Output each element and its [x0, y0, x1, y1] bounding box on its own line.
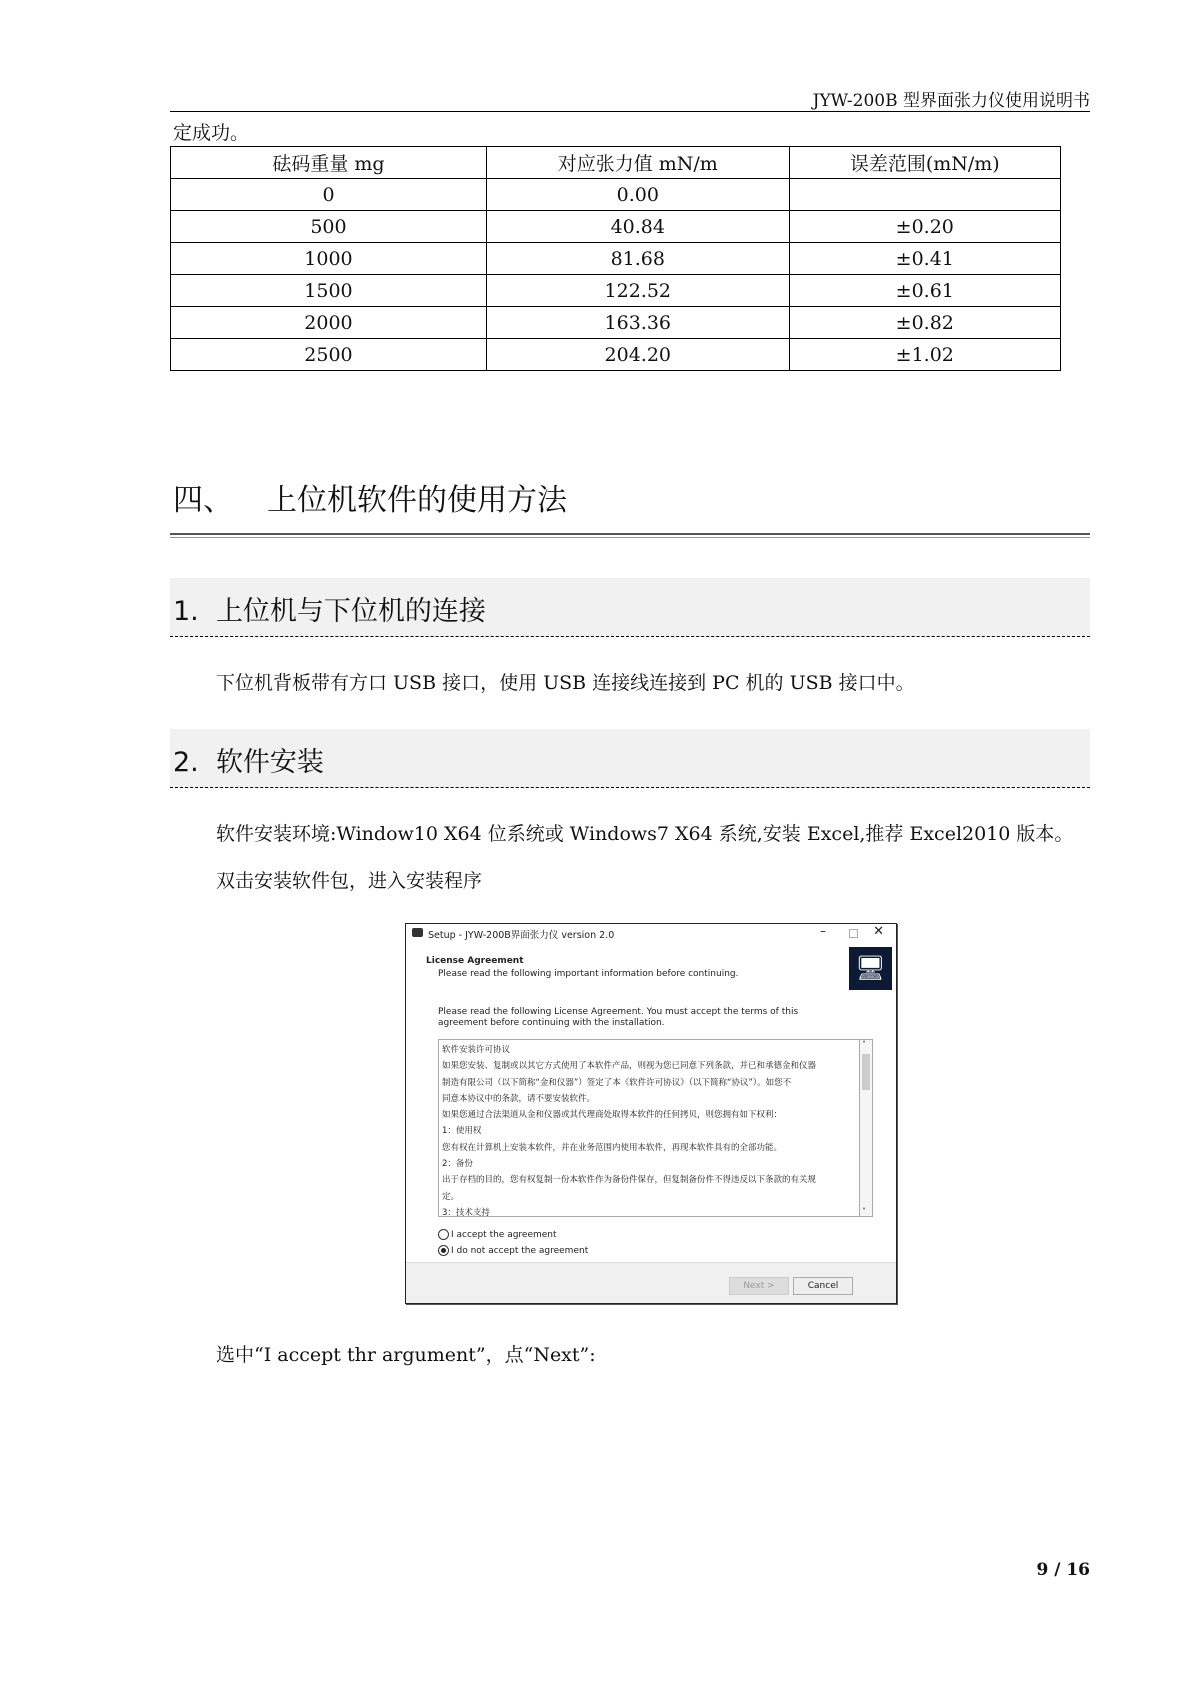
- setup-dialog-screenshot: [405, 923, 897, 1304]
- license-line: 制造有限公司（以下简称“金和仪器”）签定了本《软件许可协议》（以下简称“协议”）。如您不: [442, 1077, 792, 1088]
- section-title-text: 上位机软件的使用方法: [267, 483, 567, 518]
- license-line: 1：使用权: [442, 1126, 482, 1137]
- table-row: [171, 211, 1061, 243]
- page-number: 9 / 16: [1036, 1560, 1090, 1580]
- heading-text: 上位机与下位机的连接: [215, 596, 486, 627]
- table-cell: ±0.20: [789, 211, 1060, 243]
- table-cell: 0.00: [486, 179, 789, 211]
- accept-label: I accept the agreement: [451, 1230, 557, 1240]
- section-number: 四、: [173, 483, 233, 518]
- paragraph: 软件安装环境:Window10 X64 位系统或 Windows7 X64 系统,安装 Excel,推荐 Excel2010 版本。: [216, 823, 1074, 845]
- table-cell: 204.20: [486, 339, 789, 371]
- close-icon[interactable]: ✕: [873, 924, 884, 939]
- license-line: 2：备份: [442, 1159, 473, 1170]
- decline-label: I do not accept the agreement: [451, 1246, 589, 1256]
- license-line: 您有权在计算机上安装本软件，并在业务范围内使用本软件，再现本软件具有的全部功能。: [442, 1142, 783, 1153]
- minimize-icon[interactable]: –: [820, 924, 826, 938]
- table-cell: 500: [171, 211, 487, 243]
- table-cell: 1500: [171, 275, 487, 307]
- computer-install-icon: 🖥: [849, 947, 892, 990]
- table-row: [171, 179, 1061, 211]
- table-cell: [789, 179, 1060, 211]
- dialog-intro: Please read the following License Agreement. You must accept the terms of this agreement before continuing with the installation.: [438, 1007, 799, 1028]
- table-cell: ±1.02: [789, 339, 1060, 371]
- table-row: [171, 307, 1061, 339]
- table-row: [171, 243, 1061, 275]
- next-button[interactable]: Next >: [729, 1277, 789, 1295]
- heading-1: [170, 578, 1090, 637]
- table-cell: ±0.82: [789, 307, 1060, 339]
- table-cell: ±0.41: [789, 243, 1060, 275]
- cancel-button[interactable]: Cancel: [793, 1277, 853, 1295]
- col-header: 对应张力值 mN/m: [486, 147, 789, 179]
- setup-app-icon: [412, 928, 423, 937]
- continuation-text: 定成功。: [173, 122, 250, 144]
- running-header: JYW-200B 型界面张力仪使用说明书: [812, 91, 1090, 111]
- table-row: [171, 339, 1061, 371]
- section-title: [173, 475, 567, 519]
- table-cell: 163.36: [486, 307, 789, 339]
- dialog-title: Setup - JYW-200B界面张力仪 version 2.0: [428, 930, 615, 941]
- heading-text: 软件安装: [215, 747, 324, 778]
- paragraph: 下位机背板带有方口 USB 接口，使用 USB 连接线连接到 PC 机的 USB 接口中。: [216, 672, 915, 694]
- calibration-table: [170, 146, 1061, 371]
- dialog-heading: License Agreement: [426, 956, 524, 966]
- col-header: 砝码重量 mg: [171, 147, 487, 179]
- decline-radio[interactable]: [438, 1245, 588, 1256]
- table-cell: 1000: [171, 243, 487, 275]
- license-line: 出于存档的目的，您有权复制一份本软件作为备份件保存，但复制备份件不得违反以下条款的有关规: [442, 1175, 817, 1186]
- heading-number: 1.: [173, 596, 199, 627]
- radio-selected-icon[interactable]: [438, 1245, 449, 1256]
- license-line: 定。: [442, 1191, 460, 1202]
- table-cell: 0: [171, 179, 487, 211]
- heading-2: [170, 729, 1090, 788]
- license-text-area[interactable]: [438, 1039, 860, 1217]
- license-scrollbar[interactable]: ˄ ˅: [860, 1039, 873, 1217]
- caption: 选中“I accept thr argument”，点“Next”:: [216, 1344, 596, 1366]
- accept-radio[interactable]: [438, 1229, 557, 1240]
- dialog-subheading: Please read the following important information before continuing.: [438, 969, 739, 979]
- license-line: 同意本协议中的条款，请不要安装软件。: [442, 1093, 596, 1104]
- paragraph: 双击安装软件包，进入安装程序: [216, 870, 483, 892]
- col-header: 误差范围(mN/m): [789, 147, 1060, 179]
- radio-icon[interactable]: [438, 1229, 449, 1240]
- table-cell: 122.52: [486, 275, 789, 307]
- section-rule: [170, 533, 1090, 538]
- license-line: 如果您安装、复制或以其它方式使用了本软件产品，则视为您已同意下列条款，并已和承德金和仪器: [442, 1061, 817, 1072]
- table-cell: 2000: [171, 307, 487, 339]
- table-cell: 81.68: [486, 243, 789, 275]
- license-line: 软件安装许可协议: [442, 1045, 511, 1055]
- table-header-row: [171, 147, 1061, 179]
- license-line: 3：技术支持: [442, 1207, 490, 1217]
- header-rule: [170, 111, 1090, 112]
- license-line: 如果您通过合法渠道从金和仪器或其代理商处取得本软件的任何拷贝，则您拥有如下权利：: [442, 1110, 783, 1121]
- maximize-icon[interactable]: [849, 929, 858, 938]
- table-cell: ±0.61: [789, 275, 1060, 307]
- dialog-footer: [406, 1262, 896, 1303]
- table-row: [171, 275, 1061, 307]
- table-cell: 40.84: [486, 211, 789, 243]
- table-cell: 2500: [171, 339, 487, 371]
- heading-number: 2.: [173, 747, 199, 778]
